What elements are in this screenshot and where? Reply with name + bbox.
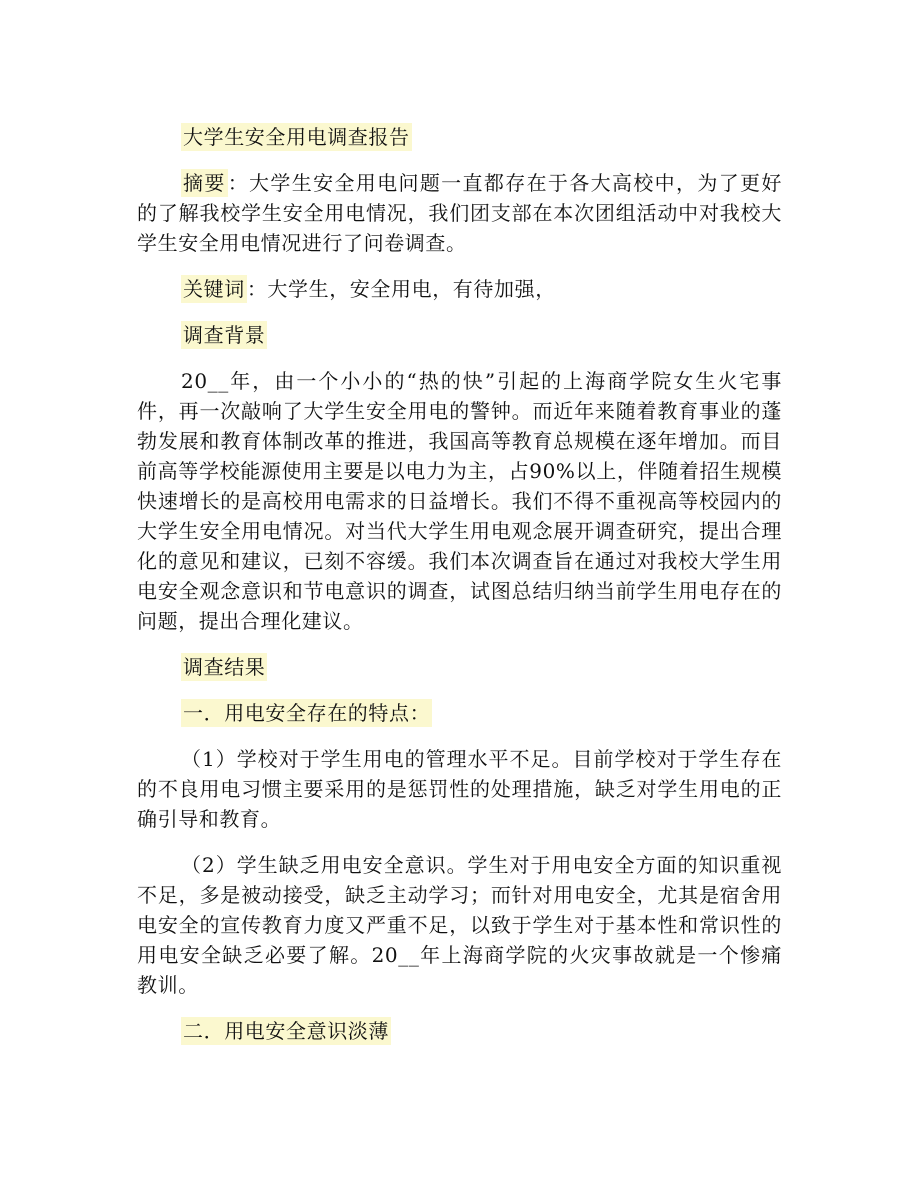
abstract-text: ：大学生安全用电问题一直都存在于各大高校中，为了更好的了解我校学生安全用电情况，我们团支部在本次团组活动中对我校大学生安全用电情况进行了问卷调查。 [137,171,782,255]
results-heading: 调查结果 [183,655,266,679]
background-heading: 调查背景 [183,323,266,347]
report-title-paragraph [137,122,782,152]
keywords-label: 关键词 [183,277,245,301]
item1-paragraph [137,744,782,834]
item2-paragraph [137,850,782,1000]
keywords-paragraph [137,274,782,304]
section1-heading-paragraph [137,698,782,728]
item2-text: （2）学生缺乏用电安全意识。学生对于用电安全方面的知识重视不足，多是被动接受，缺乏主动学习；而针对用电安全，尤其是宿舍用电安全的宣传教育力度又严重不足，以致于学生对于基本性和常识性的用电安全缺乏必要了解。20__年上海商学院的火灾事故就是一个惨痛教训。 [137,853,782,997]
background-heading-paragraph [137,320,782,350]
section2-heading: 二．用电安全意识淡薄 [183,1019,389,1043]
abstract-paragraph [137,168,782,258]
results-heading-paragraph [137,652,782,682]
section2-heading-paragraph [137,1016,782,1046]
abstract-label: 摘要 [183,171,226,195]
item1-text: （1）学校对于学生用电的管理水平不足。目前学校对于学生存在的不良用电习惯主要采用的是惩罚性的处理措施，缺乏对学生用电的正确引导和教育。 [137,747,782,831]
report-title: 大学生安全用电调查报告 [183,125,410,149]
background-text: 20__年，由一个小小的“热的快”引起的上海商学院女生火宅事件，再一次敲响了大学生安全用电的警钟。而近年来随着教育事业的蓬勃发展和教育体制改革的推进，我国高等教育总规模在逐年增加。而目前高等学校能源使用主要是以电力为主，占90%以上，伴随着招生规模快速增长的是高校用电需求的日益增长。我们不得不重视高等校园内的大学生安全用电情况。对当代大学生用电观念展开调查研究，提出合理化的意见和建议，已刻不容缓。我们本次调查旨在通过对我校大学生用电安全观念意识和节电意识的调查，试图总结归纳当前学生用电存在的问题，提出合理化建议。 [137,369,782,633]
background-paragraph [137,366,782,636]
document-page [137,122,782,1060]
keywords-text: ：大学生，安全用电，有待加强， [246,277,556,301]
section1-heading: 一．用电安全存在的特点： [183,701,431,725]
